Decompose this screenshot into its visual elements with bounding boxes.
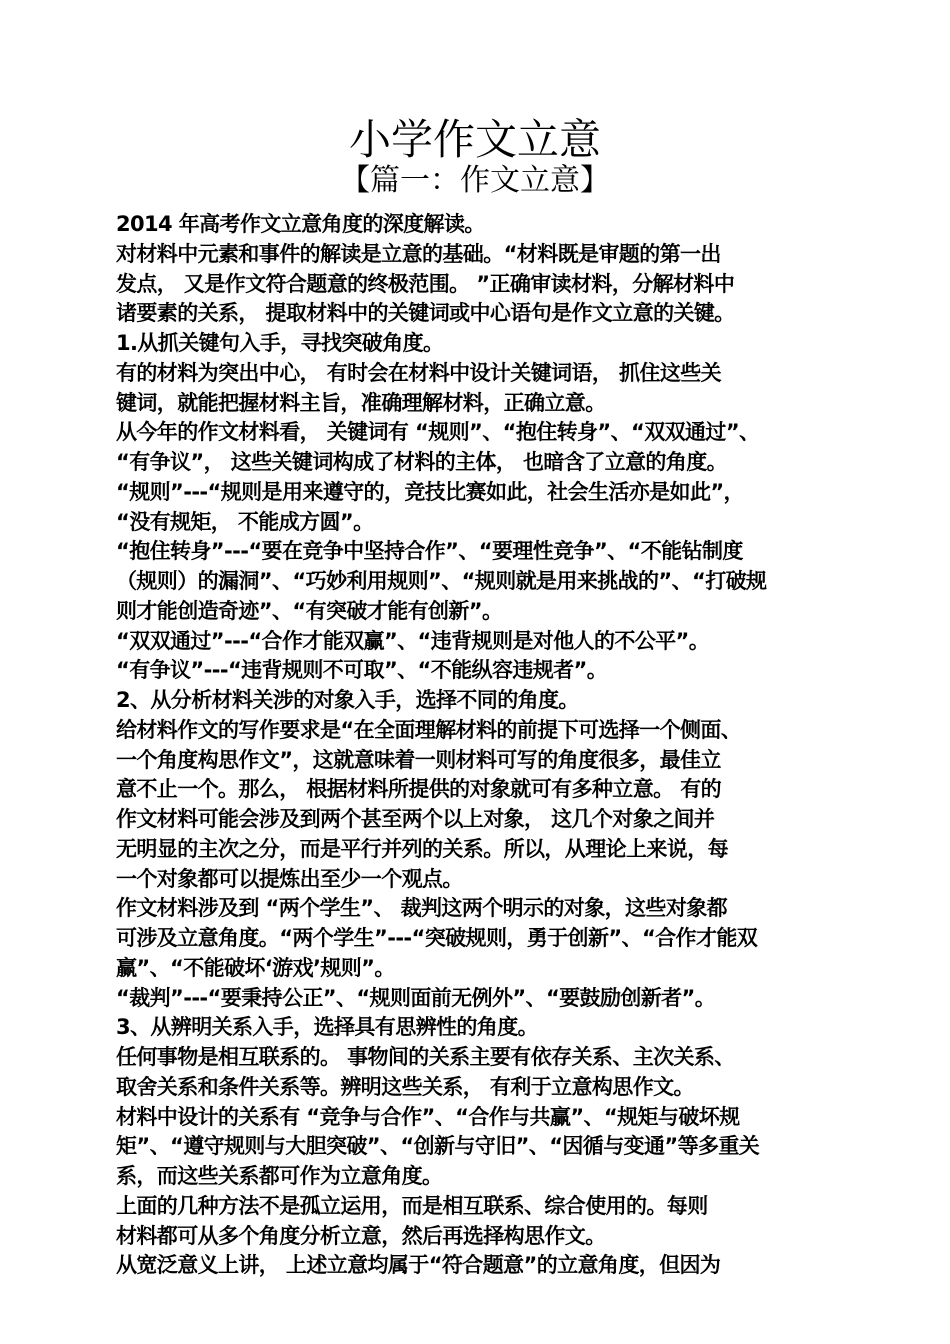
text-line: 则才能创造奇迹”、“有突破才能有创新”。 bbox=[116, 598, 503, 623]
text-line: “有争议”---“违背规则不可取”、“不能纵容违规者”。 bbox=[116, 658, 608, 683]
text-line: 矩”、“遵守规则与大胆突破”、“创新与守旧”、“因循与变通”等多重关 bbox=[116, 1134, 760, 1159]
text-line: 一个角度构思作文”，这就意味着一则材料可写的角度很多，最佳立 bbox=[116, 747, 721, 772]
text-line: 对材料中元素和事件的解读是立意的基础。“材料既是审题的第一出 bbox=[116, 241, 721, 266]
document-body bbox=[116, 210, 836, 1281]
text-line: 无明显的主次之分，而是平行并列的关系。所以，从理论上来说，每 bbox=[116, 836, 728, 861]
text-line: 取舍关系和条件关系等。辨明这些关系， 有利于立意构思作文。 bbox=[116, 1074, 694, 1099]
text-line: 2014 年高考作文立意角度的深度解读。 bbox=[116, 212, 485, 236]
text-line: 意不止一个。那么， 根据材料所提供的对象就可有多种立意。 有的 bbox=[116, 777, 722, 802]
text-line: （规则）的漏洞”、“巧妙利用规则”、“规则就是用来挑战的”、“打破规 bbox=[116, 569, 767, 593]
text-line: 系，而这些关系都可作为立意角度。 bbox=[116, 1164, 443, 1188]
text-line: 作文材料可能会涉及到两个甚至两个以上对象， 这几个对象之间并 bbox=[116, 807, 715, 831]
text-line: 有的材料为突出中心， 有时会在材料中设计关键词语， 抓住这些关 bbox=[116, 360, 722, 385]
text-line: “抱住转身”---“要在竞争中坚持合作”、“要理性竞争”、“不能钻制度 bbox=[116, 539, 743, 564]
text-line: “双双通过”---“合作才能双赢”、“违背规则是对他人的不公平”。 bbox=[116, 628, 710, 653]
text-line: 3、从辨明关系入手，选择具有思辨性的角度。 bbox=[116, 1015, 539, 1040]
page-subtitle: 【篇一：作文立意】 bbox=[340, 163, 610, 198]
text-line: 诸要素的关系， 提取材料中的关键词或中心语句是作文立意的关键。 bbox=[116, 301, 735, 326]
text-line: 任何事物是相互联系的。 事物间的关系主要有依存关系、主次关系、 bbox=[116, 1045, 735, 1069]
text-line: 材料中设计的关系有 “竞争与合作”、“合作与共赢”、“规矩与破坏规 bbox=[116, 1104, 740, 1129]
text-line: 从宽泛意义上讲， 上述立意均属于“符合题意”的立意角度，但因为 bbox=[116, 1253, 721, 1278]
text-line: “规则”---“规则是用来遵守的，竞技比赛如此，社会生活亦是如此”， bbox=[116, 479, 744, 504]
text-line: 发点， 又是作文符合题意的终极范围。 ”正确审读材料，分解材料中 bbox=[116, 271, 735, 296]
text-line: 键词，就能把握材料主旨，准确理解材料，正确立意。 bbox=[116, 390, 606, 415]
text-line: 从今年的作文材料看， 关键词有 “规则”、“抱住转身”、“双双通过”、 bbox=[116, 420, 760, 445]
text-line: 2、从分析材料关涉的对象入手，选择不同的角度。 bbox=[116, 688, 579, 712]
text-line: “裁判”---“要秉持公正”、“规则面前无例外”、“要鼓励创新者”。 bbox=[116, 985, 716, 1010]
text-line: “没有规矩， 不能成方圆”。 bbox=[116, 509, 374, 534]
text-line: 赢”、“不能破坏‘游戏’规则”。 bbox=[116, 955, 395, 980]
text-line: 1.从抓关键句入手，寻找突破角度。 bbox=[116, 331, 444, 355]
page-title: 小学作文立意 bbox=[348, 115, 601, 164]
text-line: 一个对象都可以提炼出至少一个观点。 bbox=[116, 866, 463, 891]
text-line: “有争议”， 这些关键词构成了材料的主体， 也暗含了立意的角度。 bbox=[116, 450, 728, 474]
text-line: 可涉及立意角度。“两个学生”---“突破规则，勇于创新”、“合作才能双 bbox=[116, 926, 758, 950]
text-line: 上面的几种方法不是孤立运用，而是相互联系、综合使用的。每则 bbox=[116, 1193, 708, 1218]
text-line: 作文材料涉及到 “两个学生”、 裁判这两个明示的对象，这些对象都 bbox=[116, 896, 728, 921]
text-line: 材料都可从多个角度分析立意，然后再选择构思作文。 bbox=[116, 1223, 606, 1248]
text-line: 给材料作文的写作要求是“在全面理解材料的前提下可选择一个侧面、 bbox=[116, 717, 742, 742]
